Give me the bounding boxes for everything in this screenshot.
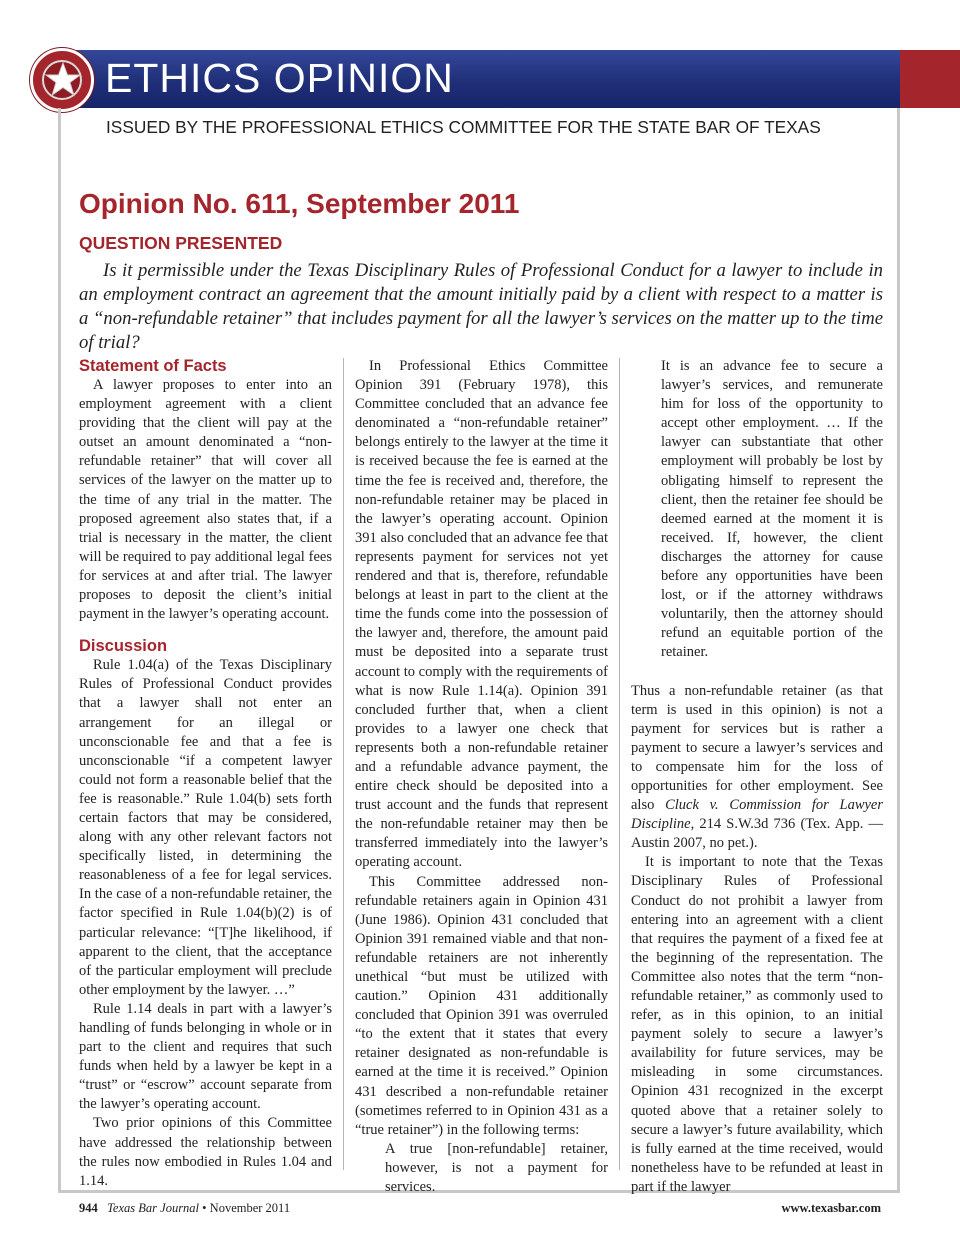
page-number: 944	[79, 1201, 98, 1215]
facts-paragraph: A lawyer proposes to enter into an employment agreement with a client providing that the client will pay at the outset an amount denominated a “non-refundable retainer” that will cover all services of the lawyer on the matter up to the time of any trial in the matter. The proposed agreement also states that, if a trial is necessary in the matter, the client will be required to pay additional legal fees for services at and after trial. The lawyer proposes to deposit the client’s initial payment in the lawyer’s operating account.	[79, 377, 332, 623]
ethics-opinion-banner	[0, 0, 960, 108]
case-citation: Cluck v. Commission for Lawyer Discipline	[631, 797, 884, 833]
banner-subtitle: ISSUED BY THE PROFESSIONAL ETHICS COMMITTEE FOR THE STATE BAR OF TEXAS	[106, 117, 821, 137]
opinion-431-paragraph: This Committee addressed non-refundable retainers again in Opinion 431 (June 1986). Opinion 431 concluded that Opinion 391 remained viable and that non-refundable retainers are not inherently unethical “but must be utilized with caution.” Opinion 431 additionally concluded that Opinion 391 was overruled “to the extent that it states that every retainer designated as non-refundable is earned at the time it is received.” Opinion 431 described a non-refundable retainer (sometimes referred to in Opinion 431 as a “true retainer”) in the following terms:	[355, 873, 608, 1138]
statement-of-facts-heading: Statement of Facts	[79, 357, 227, 375]
discussion-paragraph-1: Rule 1.04(a) of the Texas Disciplinary Rules of Professional Conduct provides that a lawyer shall not enter an arrangement for an illegal or unconscionable fee and that a fee is unconscionable “if a competent lawyer could not form a reasonable belief that the fee is reasonable.” Rule 1.04(b) sets forth certain factors that may be considered, along with any other relevant factors not specifically listed, in determining the reasonableness of a fee for legal services. In the case of a non-refundable retainer, the factor specified in Rule 1.04(b)(2) is of particular relevance: “[T]he likelihood, if apparent to the client, that the acceptance of the particular employment will preclude other employment by the lawyer. …”	[79, 657, 332, 998]
star-icon	[42, 59, 84, 101]
column-2	[355, 354, 608, 1197]
question-presented-text: Is it permissible under the Texas Disciplinary Rules of Professional Conduct for a lawyer to include in an employment contract an agreement that the amount initially paid by a client with respect to a matter is a “non-refundable retainer” that includes payment for all the lawyer’s services on the matter up to the time of trial?	[79, 260, 883, 353]
column-3	[631, 354, 883, 1197]
opinion-title: Opinion No. 611, September 2011	[79, 188, 520, 219]
banner-red-corner	[900, 50, 960, 108]
star-badge	[30, 48, 94, 112]
question-presented-heading: QUESTION PRESENTED	[79, 233, 283, 253]
fixed-fee-paragraph: It is important to note that the Texas Disciplinary Rules of Professional Conduct do not prohibit a lawyer from entering into an agreement with a client that requires the payment of a fixed fee at the beginning of the representation. The Committee also notes that the term “non-refundable retainer,” as commonly used to refer, as in this opinion, to an initial payment solely to secure a lawyer’s availability for future services, may be misleading in some circumstances. Opinion 431 recognized in the excerpt quoted above that a retainer solely to secure a lawyer’s future availability, which is fully earned at the time received, would nonetheless have to be refunded at least in part if the lawyer	[631, 854, 883, 1195]
discussion-paragraph-2: Rule 1.14 deals in part with a lawyer’s handling of funds belonging in whole or in part to the client and requires that such funds when held by a lawyer be kept in a “trust” or “escrow” account separate from the lawyer’s operating account.	[79, 1000, 332, 1113]
column-divider	[619, 358, 620, 1170]
website-link[interactable]: www.texasbar.com	[781, 1201, 881, 1215]
block-quote-start: A true [non-refundable] retainer, however, is not a payment for services.	[385, 1140, 608, 1196]
opinion-391-paragraph: In Professional Ethics Committee Opinion 391 (February 1978), this Committee concluded that an advance fee denominated a “non-refundable retainer” belongs entirely to the lawyer at the time it is received because the fee is earned at the time the fee is received and, therefore, the non-refundable retainer may be placed in the lawyer’s operating account. Opinion 391 also concluded that an advance fee that represents payment for services not yet rendered and that is, therefore, refundable belongs at least in part to the client at the time the funds come into the possession of the lawyer and, therefore, the amount paid must be deposited into a separate trust account to comply with the requirements of what is now Rule 1.14(a). Opinion 391 concluded further that, when a client provides to a lawyer one check that represents both a non-refundable retainer and a refundable advance payment, the entire check should be deposited into a trust account and the funds that represent the non-refundable retainer may then be transferred immediately into the lawyer’s operating account.	[355, 358, 608, 871]
non-refundable-retainer-paragraph: Thus a non-refundable retainer (as that term is used in this opinion) is not a payment for services but is rather a payment to secure a lawyer’s services and to compensate him for the loss of opportunities for other employment. See also Cluck v. Commission for Lawyer Discipline, 214 S.W.3d 736 (Tex. App. — Austin 2007, no pet.).	[631, 682, 884, 852]
discussion-paragraph-3: Two prior opinions of this Committee have addressed the relationship between the rules now embodied in Rules 1.04 and 1.14.	[79, 1115, 332, 1189]
banner-title: ETHICS OPINION	[105, 55, 454, 101]
issue-date: November 2011	[209, 1201, 291, 1215]
discussion-heading: Discussion	[79, 637, 168, 656]
block-quote-continued: It is an advance fee to secure a lawyer’s services, and remunerate him for loss of the opportunity to accept other employment. … If the lawyer can substantiate that other employment will probably be lost by obligating himself to represent the client, then the retainer fee should be deemed earned at the moment it is received. If, however, the client discharges the attorney for cause before any opportunities have been lost, or if the attorney withdraws voluntarily, then the attorney should refund an equitable portion of the retainer.	[661, 358, 883, 661]
publication-name: Texas Bar Journal	[107, 1201, 200, 1215]
column-divider	[343, 358, 344, 1170]
footer-separator: •	[202, 1201, 207, 1215]
column-1	[79, 354, 332, 1191]
footer-left	[79, 1201, 290, 1216]
